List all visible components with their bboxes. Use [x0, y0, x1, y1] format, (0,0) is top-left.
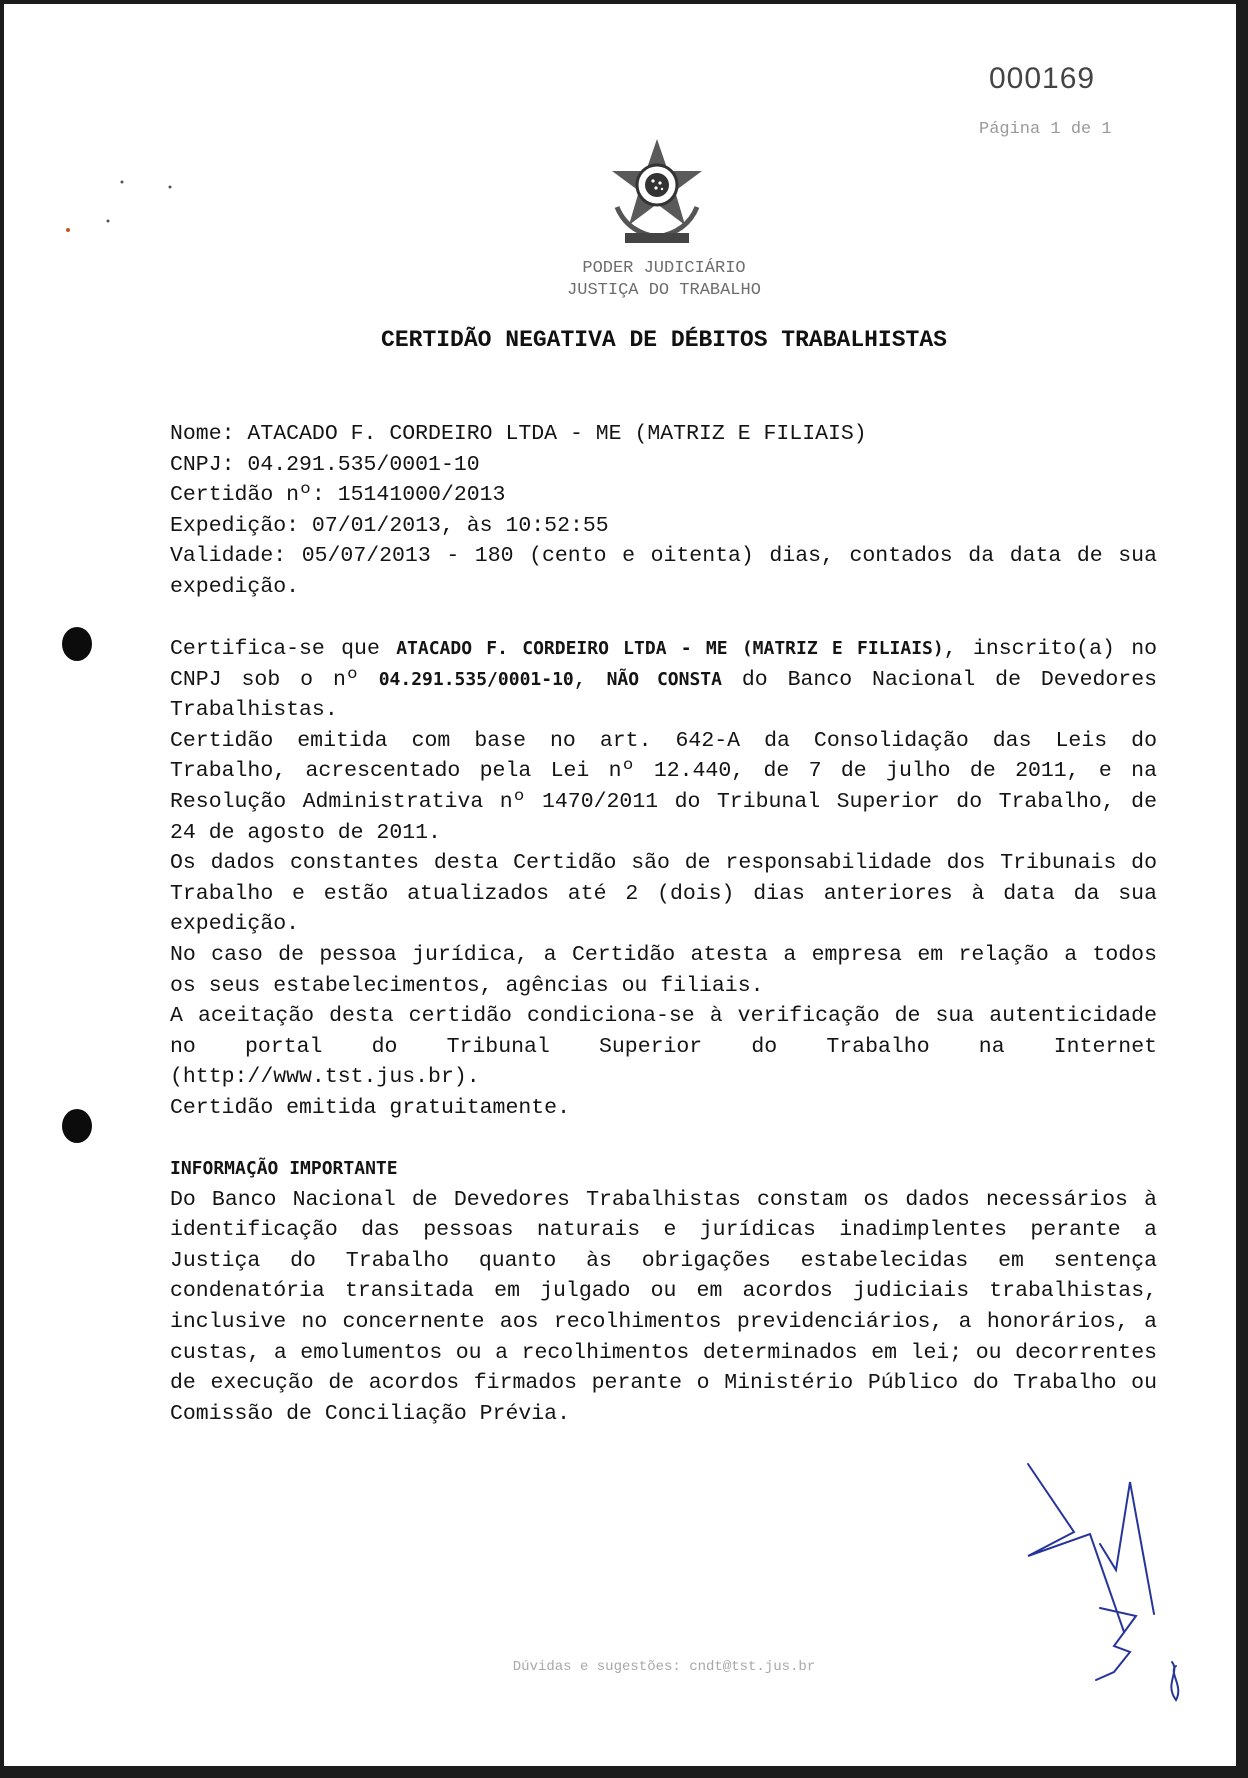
legal-entity-note: No caso de pessoa jurídica, a Certidão atesta a empresa em relação a todos os seus estabelecimentos, agências ou filiais. — [170, 942, 1157, 998]
statement-text: , — [573, 667, 607, 692]
page-count: Página 1 de 1 — [979, 120, 1112, 139]
data-responsibility: Os dados constantes desta Certidão são de responsabilidade dos Tribunais do Trabalho e estão atualizados até 2 (dois) dias anteriores à data da sua expedição. — [170, 851, 1157, 937]
certificate-page — [4, 4, 1236, 1766]
stamp-number: 000169 — [989, 62, 1096, 95]
footer-contact: Dúvidas e sugestões: cndt@tst.jus.br — [512, 1659, 816, 1675]
scan-marks — [4, 4, 204, 244]
certification-statement — [170, 634, 1157, 726]
certificate-details — [170, 419, 1157, 603]
statement-cnpj: 04.291.535/0001-10 — [378, 668, 574, 690]
court-label: JUSTIÇA DO TRABALHO — [567, 281, 761, 300]
certification-text — [170, 634, 1157, 1124]
detail-validity: Validade: 05/07/2013 - 180 (cento e oitenta) dias, contados da data de sua expedição. — [170, 544, 1157, 599]
statement-text: , inscrito(a) no CNPJ sob o nº — [170, 637, 1158, 692]
important-heading: INFORMAÇÃO IMPORTANTE — [170, 1158, 398, 1179]
statement-status: NÃO CONSTA — [606, 668, 722, 690]
important-info — [170, 1154, 1157, 1429]
statement-company: ATACADO F. CORDEIRO LTDA - ME (MATRIZ E FILIAIS) — [396, 638, 944, 659]
handwritten-signature — [1004, 1454, 1204, 1704]
power-label: PODER JUDICIÁRIO — [582, 259, 746, 278]
important-text: Do Banco Nacional de Devedores Trabalhistas constam os dados necessários à identificação das pessoas naturais e jurídicas inadimplentes perante a Justiça do Trabalho quanto às obrigações estabelecidas em sentença condenatória transitada em julgado ou em acordos judiciais trabalhistas, inclusive no concernente aos recolhimentos previdenciários, a honorários, a custas, a emolumentos ou a recolhimentos determinados em lei; ou decorrentes de execução de acordos firmados perante o Ministério Público do Trabalho ou Comissão de Conciliação Prévia. — [170, 1187, 1157, 1426]
detail-certificate-number: Certidão nº: 15141000/2013 — [170, 483, 506, 508]
detail-cnpj: CNPJ: 04.291.535/0001-10 — [170, 452, 480, 477]
punch-hole — [62, 627, 92, 661]
detail-name: Nome: ATACADO F. CORDEIRO LTDA - ME (MATRIZ E FILIAIS) — [170, 422, 867, 446]
coat-of-arms-icon — [607, 137, 707, 249]
statement-text: Certifica-se que — [170, 637, 397, 661]
authenticity-note: A aceitação desta certidão condiciona-se à verificação de sua autenticidade no portal do Tribunal Superior do Trabalho na Internet (http://www.tst.jus.br). — [170, 1004, 1157, 1090]
detail-issue-date: Expedição: 07/01/2013, às 10:52:55 — [170, 513, 609, 538]
statement-text: do Banco Nacional de Devedores Trabalhistas. — [170, 667, 1158, 723]
free-issue-note: Certidão emitida gratuitamente. — [170, 1095, 570, 1120]
page-title: CERTIDÃO NEGATIVA DE DÉBITOS TRABALHISTAS — [381, 327, 947, 353]
punch-hole — [62, 1109, 92, 1143]
legal-basis: Certidão emitida com base no art. 642-A da Consolidação das Leis do Trabalho, acrescentado pela Lei nº 12.440, de 7 de julho de 2011, e na Resolução Administrativa nº 1470/2011 do Tribunal Superior do Trabalho, de 24 de agosto de 2011. — [170, 728, 1157, 845]
